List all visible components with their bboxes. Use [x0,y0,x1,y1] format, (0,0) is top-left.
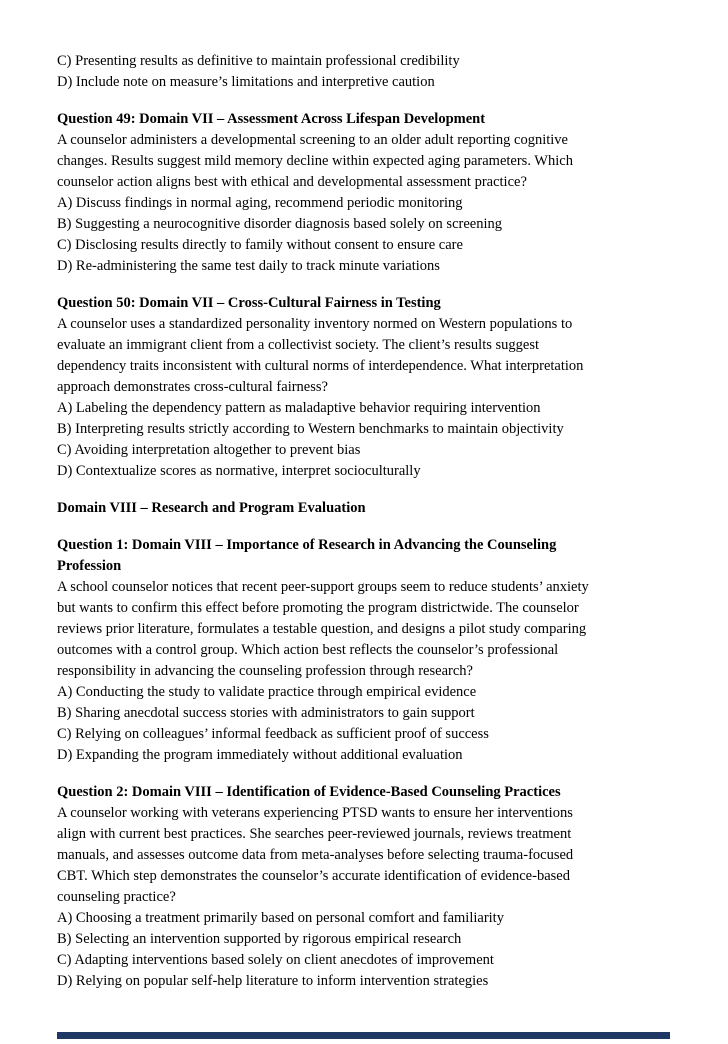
heading-line: Question 1: Domain VIII – Importance of Research in Advancing the Counseling [57,537,557,553]
text-line: D) Expanding the program immediately without additional evaluation [57,747,463,763]
heading-line: Question 2: Domain VIII – Identification of Evidence-Based Counseling Practices [57,784,561,800]
text-line: A school counselor notices that recent peer-support groups seem to reduce students’ anxiety [57,579,589,595]
text-line: responsibility in advancing the counseling profession through research? [57,663,473,679]
text-line: A counselor administers a developmental screening to an older adult reporting cognitive [57,132,568,148]
text-line: D) Relying on popular self-help literature to inform intervention strategies [57,973,489,989]
text-line: reviews prior literature, formulates a testable question, and designs a pilot study comparing [57,621,587,637]
text-line: A) Choosing a treatment primarily based on personal comfort and familiarity [57,910,504,926]
text-line: A counselor uses a standardized personality inventory normed on Western populations to [57,316,573,332]
text-line: B) Selecting an intervention supported by rigorous empirical research [57,931,462,947]
heading-line: Question 49: Domain VII – Assessment Across Lifespan Development [57,111,486,127]
text-line: A) Labeling the dependency pattern as maladaptive behavior requiring intervention [57,400,541,416]
text-line: A) Conducting the study to validate practice through empirical evidence [57,684,477,700]
text-line: but wants to confirm this effect before promoting the program districtwide. The counselor [57,600,579,616]
text-line: A counselor working with veterans experiencing PTSD wants to ensure her interventions [57,805,573,821]
question-49 [57,109,673,277]
text-line: C) Relying on colleagues’ informal feedback as sufficient proof of success [57,726,489,742]
question-1-domain-viii [57,535,673,766]
text-line: evaluate an immigrant client from a collectivist society. The client’s results suggest [57,337,539,353]
text-line: align with current best practices. She searches peer-reviewed journals, reviews treatment [57,826,572,842]
text-line: outcomes with a control group. Which action best reflects the counselor’s professional [57,642,559,658]
domain-viii-section-heading [57,498,673,519]
text-line: dependency traits inconsistent with cultural norms of interdependence. What interpretation [57,358,584,374]
heading-line: Question 50: Domain VII – Cross-Cultural Fairness in Testing [57,295,441,311]
text-line: C) Adapting interventions based solely on client anecdotes of improvement [57,952,494,968]
text-line: B) Suggesting a neurocognitive disorder diagnosis based solely on screening [57,216,502,232]
text-line: C) Avoiding interpretation altogether to prevent bias [57,442,361,458]
text-line: B) Interpreting results strictly according to Western benchmarks to maintain objectivity [57,421,564,437]
text-line: C) Disclosing results directly to family without consent to ensure care [57,237,463,253]
text-line: counseling practice? [57,889,176,905]
footer-rule [57,1032,670,1039]
text-line: D) Re-administering the same test daily to track minute variations [57,258,440,274]
text-line: changes. Results suggest mild memory decline within expected aging parameters. Which [57,153,573,169]
question-50 [57,293,673,482]
text-line: D) Include note on measure’s limitations and interpretive caution [57,74,435,90]
previous-question-options [57,51,673,93]
text-line: D) Contextualize scores as normative, interpret socioculturally [57,463,421,479]
text-line: C) Presenting results as definitive to maintain professional credibility [57,53,460,69]
document-content [57,51,673,992]
question-2-domain-viii [57,782,673,992]
text-line: manuals, and assesses outcome data from meta-analyses before selecting trauma-focused [57,847,574,863]
heading-line: Profession [57,558,122,574]
text-line: counselor action aligns best with ethical and developmental assessment practice? [57,174,527,190]
text-line: approach demonstrates cross-cultural fairness? [57,379,328,395]
heading-line: Domain VIII – Research and Program Evaluation [57,500,366,516]
text-line: B) Sharing anecdotal success stories with administrators to gain support [57,705,475,721]
text-line: A) Discuss findings in normal aging, recommend periodic monitoring [57,195,463,211]
text-line: CBT. Which step demonstrates the counselor’s accurate identification of evidence-based [57,868,570,884]
